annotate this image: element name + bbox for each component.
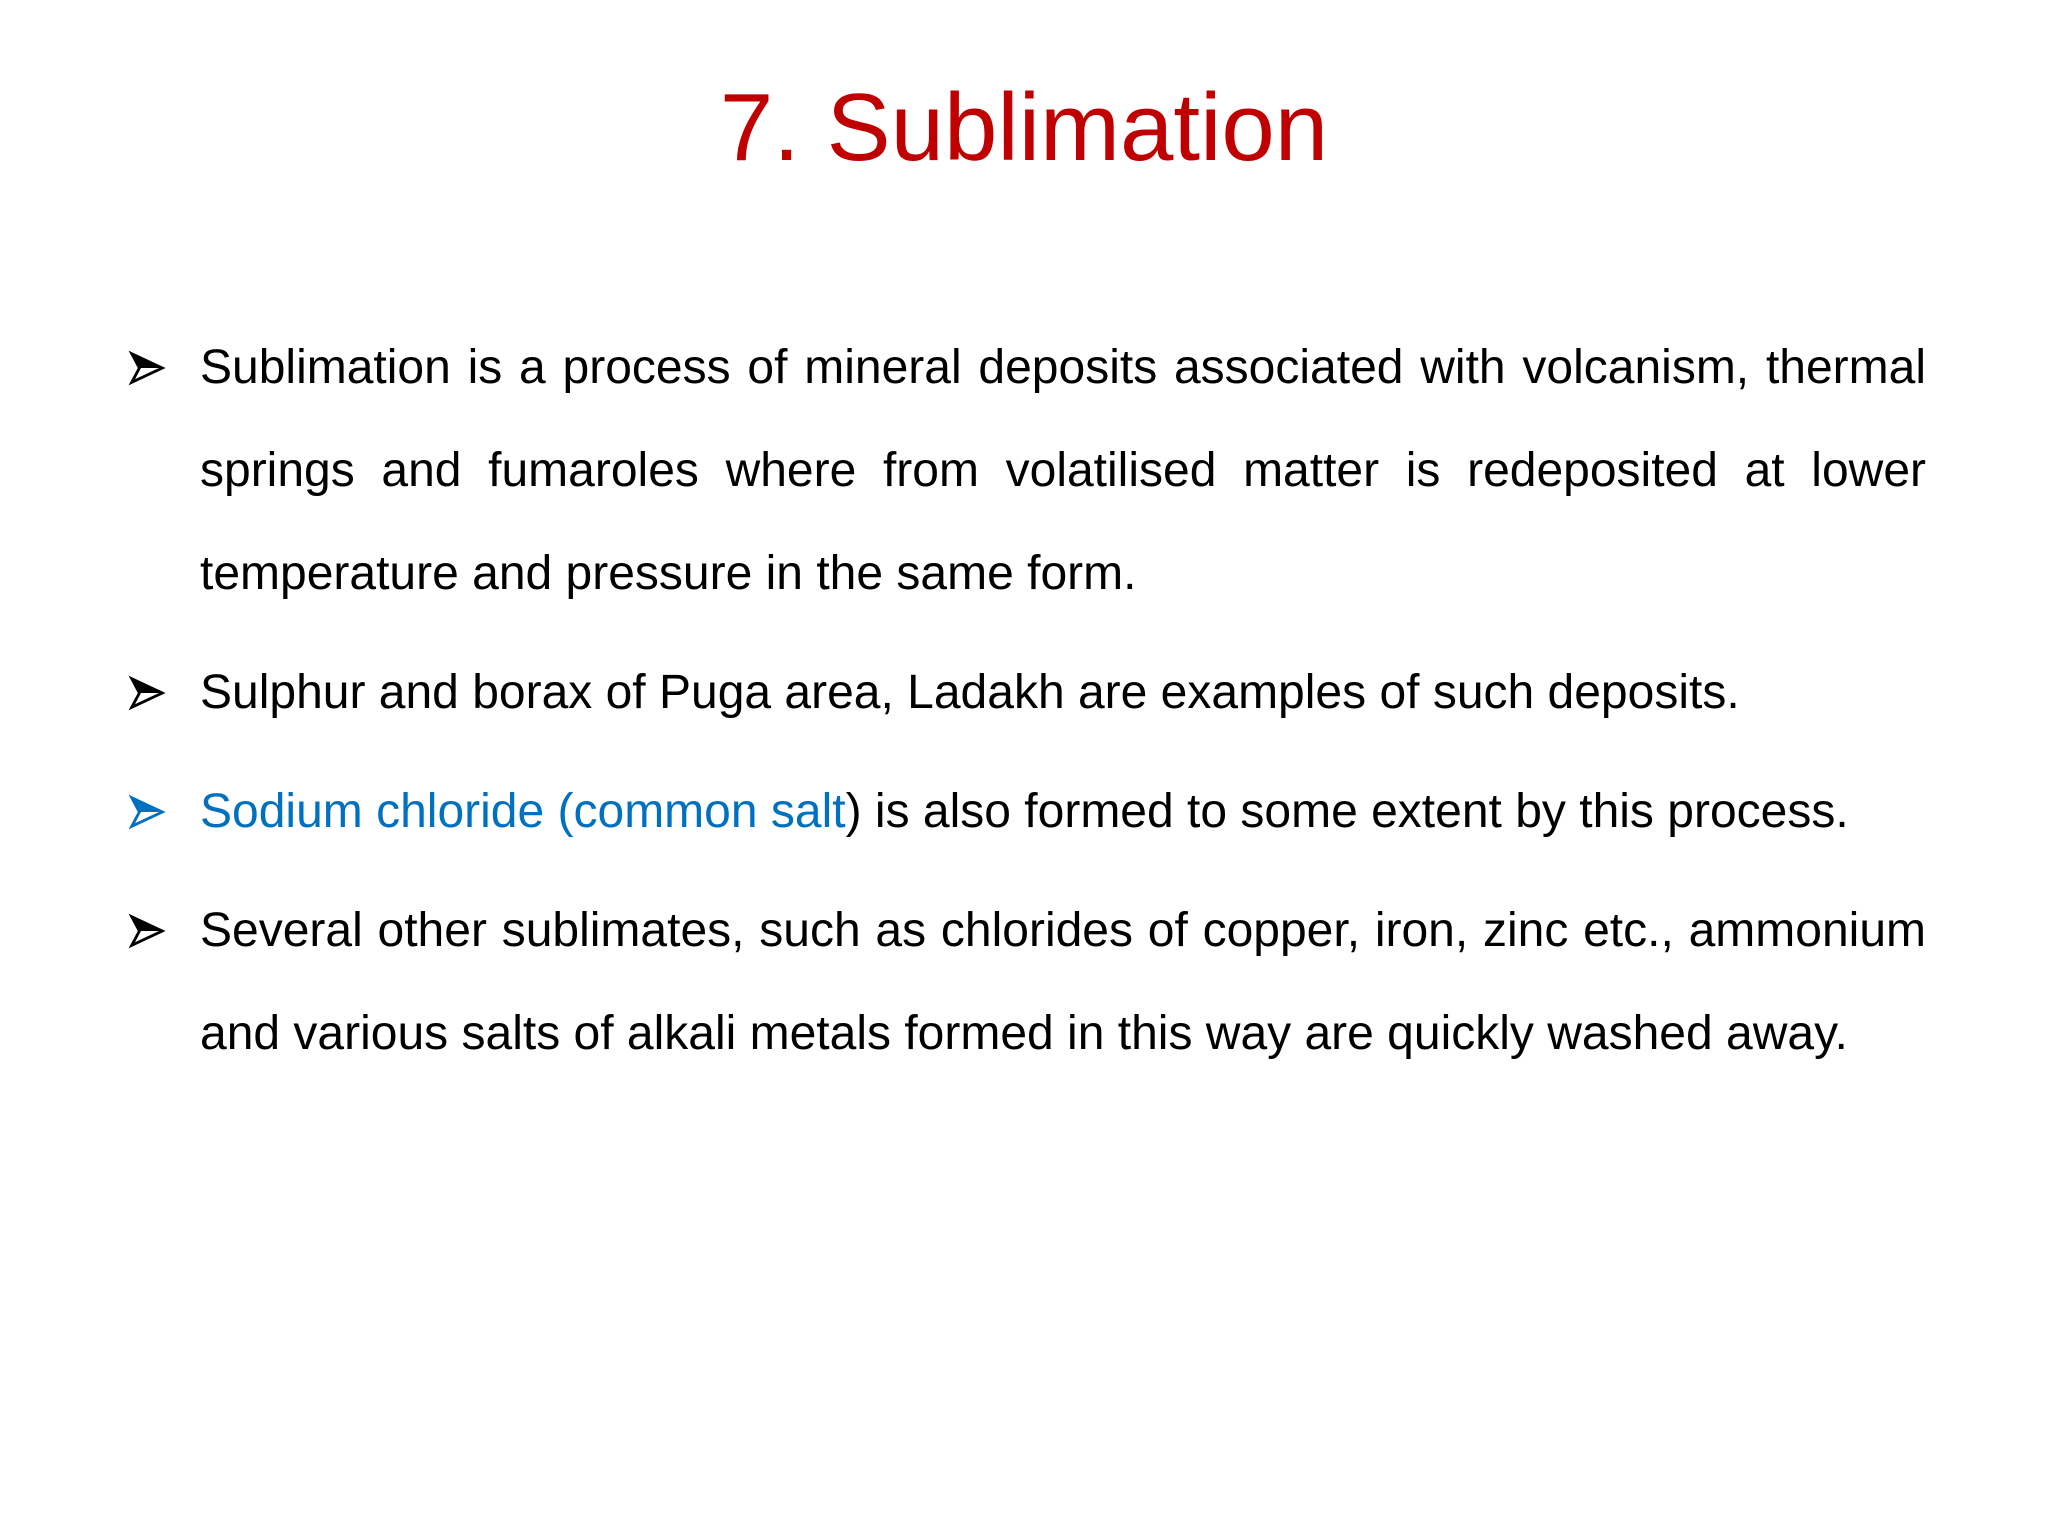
arrow-bullet-icon bbox=[128, 912, 166, 950]
bullet-text: Sulphur and borax of Puga area, Ladakh are examples of such deposits. bbox=[200, 666, 1740, 719]
bullet-list bbox=[122, 316, 1926, 1101]
bullet-item bbox=[122, 760, 1926, 863]
arrow-bullet-icon bbox=[128, 349, 166, 387]
slide-title: 7. Sublimation bbox=[719, 74, 1329, 181]
bullet-text: Sublimation is a process of mineral deposits associated with volcanism, thermal springs and fumaroles where from volatilised matter is redeposited at lower temperature and pressure in the same form. bbox=[200, 341, 1926, 600]
bullet-item bbox=[122, 641, 1926, 744]
arrow-bullet-icon-highlight bbox=[128, 793, 166, 831]
bullet-item bbox=[122, 879, 1926, 1085]
bullet-item bbox=[122, 316, 1926, 625]
arrow-bullet-icon bbox=[128, 674, 166, 712]
bullet-text: ) is also formed to some extent by this process. bbox=[845, 785, 1849, 838]
bullet-text: Several other sublimates, such as chlorides of copper, iron, zinc etc., ammonium and various salts of alkali metals formed in this way are quickly washed away. bbox=[200, 904, 1926, 1060]
highlighted-term: Sodium chloride (common salt bbox=[200, 785, 846, 838]
